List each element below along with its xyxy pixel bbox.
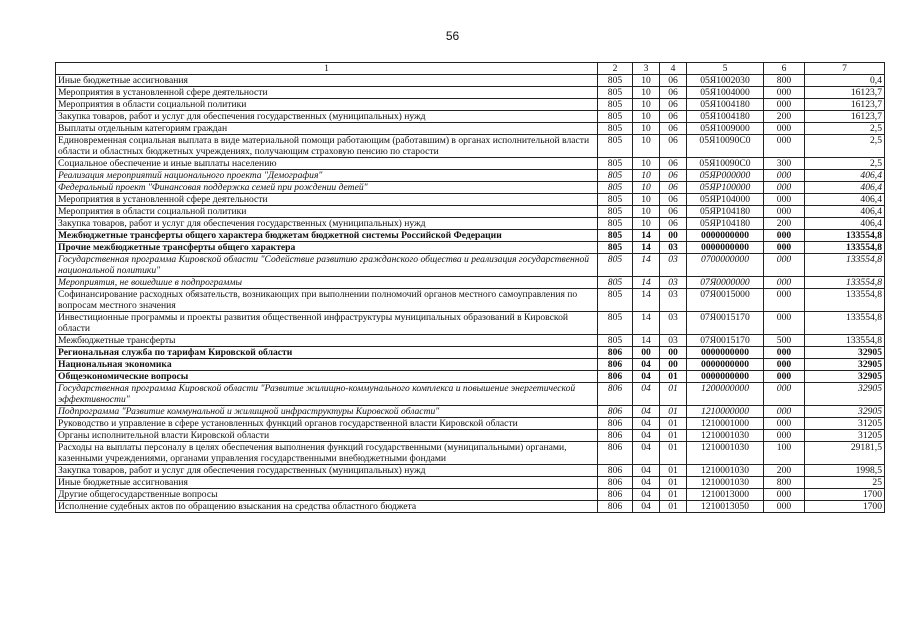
cell-section: 04 <box>633 442 660 465</box>
cell-target-article: 05Я10090С0 <box>687 135 764 158</box>
cell-section: 04 <box>633 383 660 406</box>
cell-subsection: 01 <box>660 406 687 418</box>
table-row <box>56 230 885 242</box>
table-row <box>56 194 885 206</box>
cell-subsection: 01 <box>660 383 687 406</box>
cell-expense-type: 300 <box>764 158 805 170</box>
cell-amount: 0,4 <box>805 75 885 87</box>
cell-subsection: 01 <box>660 489 687 501</box>
table-row <box>56 371 885 383</box>
cell-subsection: 06 <box>660 194 687 206</box>
cell-target-article: 05ЯР100000 <box>687 182 764 194</box>
cell-section: 10 <box>633 123 660 135</box>
cell-expense-type: 000 <box>764 194 805 206</box>
cell-expense-type: 000 <box>764 170 805 182</box>
cell-item-name: Выплаты отдельным категориям граждан <box>56 123 598 135</box>
cell-admin-code: 806 <box>598 477 633 489</box>
cell-expense-type: 000 <box>764 406 805 418</box>
cell-expense-type: 000 <box>764 87 805 99</box>
page-number: 56 <box>445 29 460 43</box>
cell-expense-type: 000 <box>764 123 805 135</box>
cell-amount: 32905 <box>805 371 885 383</box>
cell-subsection: 03 <box>660 254 687 277</box>
cell-subsection: 06 <box>660 135 687 158</box>
cell-admin-code: 805 <box>598 277 633 289</box>
header-col-7: 7 <box>805 63 885 75</box>
cell-expense-type: 000 <box>764 418 805 430</box>
cell-amount: 1700 <box>805 489 885 501</box>
cell-expense-type: 000 <box>764 242 805 254</box>
cell-section: 10 <box>633 182 660 194</box>
cell-item-name: Исполнение судебных актов по обращению взыскания на средства областного бюджета <box>56 501 598 513</box>
table-row <box>56 406 885 418</box>
cell-admin-code: 806 <box>598 430 633 442</box>
cell-section: 04 <box>633 465 660 477</box>
cell-section: 14 <box>633 289 660 312</box>
cell-subsection: 03 <box>660 289 687 312</box>
table-row <box>56 111 885 123</box>
cell-subsection: 06 <box>660 75 687 87</box>
cell-target-article: 05Я1004000 <box>687 87 764 99</box>
cell-item-name: Другие общегосударственные вопросы <box>56 489 598 501</box>
cell-admin-code: 806 <box>598 406 633 418</box>
cell-subsection: 03 <box>660 277 687 289</box>
cell-target-article: 07Я0015170 <box>687 335 764 347</box>
table-row <box>56 135 885 158</box>
cell-item-name: Иные бюджетные ассигнования <box>56 477 598 489</box>
cell-target-article: 1210001030 <box>687 442 764 465</box>
cell-subsection: 01 <box>660 430 687 442</box>
cell-expense-type: 100 <box>764 442 805 465</box>
cell-item-name: Органы исполнительной власти Кировской области <box>56 430 598 442</box>
cell-section: 10 <box>633 158 660 170</box>
cell-amount: 2,5 <box>805 158 885 170</box>
cell-amount: 406,4 <box>805 194 885 206</box>
cell-subsection: 01 <box>660 501 687 513</box>
cell-subsection: 01 <box>660 418 687 430</box>
cell-admin-code: 806 <box>598 501 633 513</box>
cell-subsection: 00 <box>660 359 687 371</box>
table-row <box>56 75 885 87</box>
cell-amount: 133554,8 <box>805 335 885 347</box>
cell-section: 04 <box>633 477 660 489</box>
cell-target-article: 1210001030 <box>687 465 764 477</box>
cell-target-article: 07Я0015000 <box>687 289 764 312</box>
table-row <box>56 99 885 111</box>
table-row <box>56 359 885 371</box>
cell-expense-type: 500 <box>764 335 805 347</box>
cell-admin-code: 805 <box>598 111 633 123</box>
cell-admin-code: 806 <box>598 359 633 371</box>
cell-item-name: Государственная программа Кировской области "Содействие развитию гражданского общества и реализация государственной национальной политики" <box>56 254 598 277</box>
cell-section: 10 <box>633 135 660 158</box>
cell-amount: 406,4 <box>805 218 885 230</box>
table-row <box>56 170 885 182</box>
cell-item-name: Региональная служба по тарифам Кировской области <box>56 347 598 359</box>
cell-target-article: 1200000000 <box>687 383 764 406</box>
cell-subsection: 01 <box>660 465 687 477</box>
cell-subsection: 06 <box>660 123 687 135</box>
cell-expense-type: 800 <box>764 477 805 489</box>
cell-amount: 31205 <box>805 418 885 430</box>
table-row <box>56 442 885 465</box>
cell-item-name: Подпрограмма "Развитие коммунальной и жилищной инфраструктуры Кировской области" <box>56 406 598 418</box>
cell-subsection: 01 <box>660 371 687 383</box>
cell-expense-type: 000 <box>764 501 805 513</box>
table-row <box>56 206 885 218</box>
cell-target-article: 0000000000 <box>687 371 764 383</box>
cell-item-name: Мероприятия в области социальной политики <box>56 99 598 111</box>
cell-expense-type: 200 <box>764 111 805 123</box>
cell-item-name: Межбюджетные трансферты общего характера бюджетам бюджетной системы Российской Федерации <box>56 230 598 242</box>
cell-admin-code: 805 <box>598 206 633 218</box>
cell-section: 04 <box>633 418 660 430</box>
cell-item-name: Закупка товаров, работ и услуг для обеспечения государственных (муниципальных) нужд <box>56 111 598 123</box>
cell-admin-code: 805 <box>598 194 633 206</box>
cell-amount: 16123,7 <box>805 87 885 99</box>
cell-admin-code: 805 <box>598 218 633 230</box>
cell-section: 00 <box>633 347 660 359</box>
cell-section: 14 <box>633 230 660 242</box>
cell-amount: 133554,8 <box>805 277 885 289</box>
cell-subsection: 00 <box>660 230 687 242</box>
cell-item-name: Федеральный проект "Финансовая поддержка семей при рождении детей" <box>56 182 598 194</box>
cell-item-name: Мероприятия, не вошедшие в подпрограммы <box>56 277 598 289</box>
cell-section: 04 <box>633 359 660 371</box>
budget-table <box>55 62 885 513</box>
cell-section: 04 <box>633 371 660 383</box>
cell-target-article: 05Я1004180 <box>687 111 764 123</box>
cell-item-name: Мероприятия в установленной сфере деятельности <box>56 194 598 206</box>
cell-target-article: 05Я1009000 <box>687 123 764 135</box>
cell-amount: 32905 <box>805 347 885 359</box>
cell-target-article: 1210001000 <box>687 418 764 430</box>
cell-expense-type: 000 <box>764 182 805 194</box>
cell-expense-type: 800 <box>764 75 805 87</box>
table-header-row <box>56 63 885 75</box>
cell-admin-code: 805 <box>598 289 633 312</box>
cell-amount: 32905 <box>805 406 885 418</box>
cell-amount: 133554,8 <box>805 242 885 254</box>
cell-item-name: Общеэкономические вопросы <box>56 371 598 383</box>
cell-admin-code: 805 <box>598 170 633 182</box>
cell-admin-code: 806 <box>598 347 633 359</box>
cell-expense-type: 000 <box>764 312 805 335</box>
table-row <box>56 477 885 489</box>
cell-item-name: Реализация мероприятий национального проекта "Демография" <box>56 170 598 182</box>
table-row <box>56 158 885 170</box>
cell-expense-type: 000 <box>764 230 805 242</box>
cell-item-name: Софинансирование расходных обязательств, возникающих при выполнении полномочий органов местного самоуправления по вопросам местного значения <box>56 289 598 312</box>
cell-admin-code: 805 <box>598 335 633 347</box>
cell-section: 04 <box>633 489 660 501</box>
header-col-1: 1 <box>56 63 598 75</box>
table-row <box>56 87 885 99</box>
cell-item-name: Прочие межбюджетные трансферты общего характера <box>56 242 598 254</box>
table-row <box>56 182 885 194</box>
cell-section: 10 <box>633 194 660 206</box>
cell-amount: 25 <box>805 477 885 489</box>
cell-target-article: 0000000000 <box>687 242 764 254</box>
table-row <box>56 489 885 501</box>
cell-subsection: 06 <box>660 170 687 182</box>
cell-expense-type: 000 <box>764 135 805 158</box>
cell-item-name: Закупка товаров, работ и услуг для обеспечения государственных (муниципальных) нужд <box>56 218 598 230</box>
table-row <box>56 277 885 289</box>
cell-target-article: 1210000000 <box>687 406 764 418</box>
cell-amount: 32905 <box>805 383 885 406</box>
cell-section: 10 <box>633 111 660 123</box>
cell-section: 14 <box>633 335 660 347</box>
cell-item-name: Единовременная социальная выплата в виде материальной помощи работающим (работавшим) в органах исполнительной власти области и областных бюджетных учреждениях, получающим страховую пенсию по старости <box>56 135 598 158</box>
cell-expense-type: 000 <box>764 289 805 312</box>
table-row <box>56 501 885 513</box>
table-row <box>56 218 885 230</box>
cell-expense-type: 000 <box>764 206 805 218</box>
cell-admin-code: 805 <box>598 182 633 194</box>
table-row <box>56 242 885 254</box>
cell-subsection: 03 <box>660 312 687 335</box>
cell-subsection: 06 <box>660 87 687 99</box>
cell-amount: 1700 <box>805 501 885 513</box>
cell-expense-type: 000 <box>764 383 805 406</box>
cell-section: 10 <box>633 99 660 111</box>
cell-target-article: 07Я0015170 <box>687 312 764 335</box>
cell-amount: 32905 <box>805 359 885 371</box>
cell-item-name: Государственная программа Кировской области "Развитие жилищно-коммунального комплекса и повышение энергетической эффективности" <box>56 383 598 406</box>
cell-expense-type: 000 <box>764 277 805 289</box>
cell-subsection: 01 <box>660 477 687 489</box>
cell-expense-type: 200 <box>764 465 805 477</box>
cell-item-name: Мероприятия в установленной сфере деятельности <box>56 87 598 99</box>
budget-table-body <box>56 63 885 513</box>
table-row <box>56 254 885 277</box>
cell-amount: 133554,8 <box>805 230 885 242</box>
cell-target-article: 05Я10090С0 <box>687 158 764 170</box>
cell-admin-code: 806 <box>598 418 633 430</box>
cell-target-article: 0000000000 <box>687 230 764 242</box>
cell-section: 14 <box>633 254 660 277</box>
header-col-6: 6 <box>764 63 805 75</box>
cell-amount: 2,5 <box>805 135 885 158</box>
cell-target-article: 0000000000 <box>687 359 764 371</box>
cell-amount: 406,4 <box>805 182 885 194</box>
cell-subsection: 03 <box>660 335 687 347</box>
cell-item-name: Закупка товаров, работ и услуг для обеспечения государственных (муниципальных) нужд <box>56 465 598 477</box>
cell-admin-code: 805 <box>598 158 633 170</box>
header-col-3: 3 <box>633 63 660 75</box>
cell-subsection: 00 <box>660 347 687 359</box>
cell-expense-type: 000 <box>764 254 805 277</box>
cell-amount: 1998,5 <box>805 465 885 477</box>
cell-expense-type: 000 <box>764 347 805 359</box>
cell-target-article: 07Я0000000 <box>687 277 764 289</box>
cell-admin-code: 806 <box>598 489 633 501</box>
cell-subsection: 06 <box>660 182 687 194</box>
cell-admin-code: 805 <box>598 312 633 335</box>
table-row <box>56 418 885 430</box>
cell-target-article: 1210013050 <box>687 501 764 513</box>
cell-admin-code: 805 <box>598 135 633 158</box>
cell-section: 14 <box>633 277 660 289</box>
cell-amount: 16123,7 <box>805 99 885 111</box>
table-row <box>56 347 885 359</box>
cell-section: 10 <box>633 75 660 87</box>
cell-expense-type: 200 <box>764 218 805 230</box>
cell-amount: 133554,8 <box>805 312 885 335</box>
cell-admin-code: 805 <box>598 75 633 87</box>
cell-section: 10 <box>633 87 660 99</box>
table-row <box>56 312 885 335</box>
cell-admin-code: 805 <box>598 87 633 99</box>
cell-admin-code: 805 <box>598 99 633 111</box>
cell-target-article: 0000000000 <box>687 347 764 359</box>
cell-section: 14 <box>633 312 660 335</box>
cell-section: 04 <box>633 501 660 513</box>
table-row <box>56 289 885 312</box>
cell-item-name: Инвестиционные программы и проекты развития общественной инфраструктуры муниципальных образований в Кировской области <box>56 312 598 335</box>
cell-target-article: 1210001030 <box>687 430 764 442</box>
cell-admin-code: 806 <box>598 442 633 465</box>
cell-amount: 31205 <box>805 430 885 442</box>
cell-expense-type: 000 <box>764 430 805 442</box>
cell-amount: 133554,8 <box>805 289 885 312</box>
cell-admin-code: 806 <box>598 465 633 477</box>
cell-expense-type: 000 <box>764 359 805 371</box>
cell-target-article: 05ЯР104180 <box>687 218 764 230</box>
cell-item-name: Национальная экономика <box>56 359 598 371</box>
table-row <box>56 383 885 406</box>
cell-admin-code: 805 <box>598 242 633 254</box>
cell-section: 10 <box>633 206 660 218</box>
cell-amount: 133554,8 <box>805 254 885 277</box>
header-col-4: 4 <box>660 63 687 75</box>
cell-item-name: Иные бюджетные ассигнования <box>56 75 598 87</box>
cell-item-name: Руководство и управление в сфере установленных функций органов государственной власти Кировской области <box>56 418 598 430</box>
cell-section: 14 <box>633 242 660 254</box>
cell-amount: 16123,7 <box>805 111 885 123</box>
cell-subsection: 01 <box>660 442 687 465</box>
cell-admin-code: 806 <box>598 371 633 383</box>
cell-item-name: Межбюджетные трансферты <box>56 335 598 347</box>
cell-expense-type: 000 <box>764 99 805 111</box>
cell-subsection: 06 <box>660 99 687 111</box>
cell-item-name: Расходы на выплаты персоналу в целях обеспечения выполнения функций государственными (муниципальными) органами, казенными учреждениями, органами управления государственными внебюджетными фондами <box>56 442 598 465</box>
cell-admin-code: 805 <box>598 230 633 242</box>
cell-admin-code: 806 <box>598 383 633 406</box>
cell-target-article: 1210001030 <box>687 477 764 489</box>
cell-section: 04 <box>633 430 660 442</box>
table-row <box>56 335 885 347</box>
cell-target-article: 05ЯР104180 <box>687 206 764 218</box>
cell-target-article: 1210013000 <box>687 489 764 501</box>
cell-amount: 29181,5 <box>805 442 885 465</box>
cell-subsection: 06 <box>660 206 687 218</box>
cell-item-name: Мероприятия в области социальной политики <box>56 206 598 218</box>
cell-target-article: 05Я1002030 <box>687 75 764 87</box>
cell-section: 10 <box>633 170 660 182</box>
cell-target-article: 05ЯР000000 <box>687 170 764 182</box>
cell-target-article: 05Я1004180 <box>687 99 764 111</box>
cell-target-article: 05ЯР104000 <box>687 194 764 206</box>
cell-amount: 406,4 <box>805 170 885 182</box>
cell-section: 10 <box>633 218 660 230</box>
cell-section: 04 <box>633 406 660 418</box>
table-row <box>56 465 885 477</box>
cell-admin-code: 805 <box>598 254 633 277</box>
cell-subsection: 06 <box>660 218 687 230</box>
cell-expense-type: 000 <box>764 489 805 501</box>
table-row <box>56 123 885 135</box>
cell-subsection: 03 <box>660 242 687 254</box>
cell-amount: 406,4 <box>805 206 885 218</box>
header-col-2: 2 <box>598 63 633 75</box>
header-col-5: 5 <box>687 63 764 75</box>
cell-admin-code: 805 <box>598 123 633 135</box>
cell-target-article: 0700000000 <box>687 254 764 277</box>
cell-item-name: Социальное обеспечение и иные выплаты населению <box>56 158 598 170</box>
cell-subsection: 06 <box>660 158 687 170</box>
cell-subsection: 06 <box>660 111 687 123</box>
table-row <box>56 430 885 442</box>
cell-expense-type: 000 <box>764 371 805 383</box>
cell-amount: 2,5 <box>805 123 885 135</box>
